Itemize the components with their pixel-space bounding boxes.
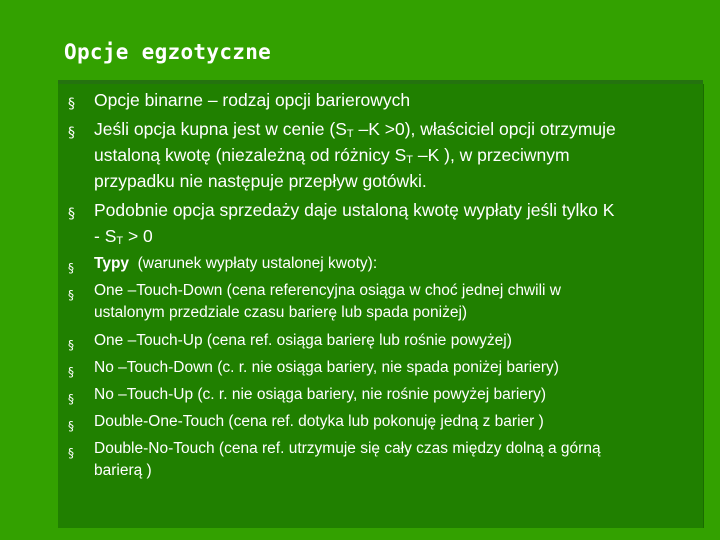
list-item-text: Typy (warunek wypłaty ustalonej kwoty): xyxy=(94,255,378,272)
list-item-text: One –Touch-Down (cena referencyjna osiąga w choć jednej chwili w xyxy=(94,282,561,299)
list-item-text: Opcje binarne – rodzaj opcji barierowych xyxy=(94,90,411,110)
bullet-icon: § xyxy=(68,125,75,141)
bullet-icon: § xyxy=(68,365,74,379)
page-title: Opcje egzotyczne xyxy=(64,40,272,64)
list-item-text: No –Touch-Down (c. r. nie osiąga bariery, nie spada poniżej bariery) xyxy=(94,359,559,376)
list-item-text: - $S_T > 0$ xyxy=(94,226,153,247)
list-item-text: Podobnie opcja sprzedaży daje ustaloną kwotę wypłaty jeśli tylko K xyxy=(94,200,615,220)
bullet-icon: § xyxy=(68,288,74,302)
list-item-text: barierą ) xyxy=(94,462,152,479)
bullet-icon: § xyxy=(68,446,74,460)
list-item-text: No –Touch-Up (c. r. nie osiąga bariery, nie rośnie powyżej bariery) xyxy=(94,386,546,403)
bullet-icon: § xyxy=(68,392,74,406)
bullet-icon: § xyxy=(68,338,74,352)
list-item-text: ustaloną kwotę (niezależną od różnicy $S_T$ –K ), w przeciwnym xyxy=(94,145,570,166)
list-item-text: Jeśli opcja kupna jest w cenie ($S_T$ –K >0), właściciel opcji otrzymuje xyxy=(94,119,616,140)
bullet-icon: § xyxy=(68,206,75,222)
list-item-text: ustalonym przedziale czasu barierę lub spada poniżej) xyxy=(94,304,468,321)
bullet-icon: § xyxy=(68,96,75,112)
list-item-text: Double-One-Touch (cena ref. dotyka lub pokonuję jedną z barier ) xyxy=(94,413,544,430)
content-box xyxy=(58,84,704,528)
list-item-text: przypadku nie następuje przepływ gotówki. xyxy=(94,171,427,191)
bullet-icon: § xyxy=(68,261,74,275)
bullet-icon: § xyxy=(68,419,74,433)
list-item-text: One –Touch-Up (cena ref. osiąga barierę lub rośnie powyżej) xyxy=(94,332,512,349)
list-item-text: Double-No-Touch (cena ref. utrzymuje się cały czas między dolną a górną xyxy=(94,440,601,457)
